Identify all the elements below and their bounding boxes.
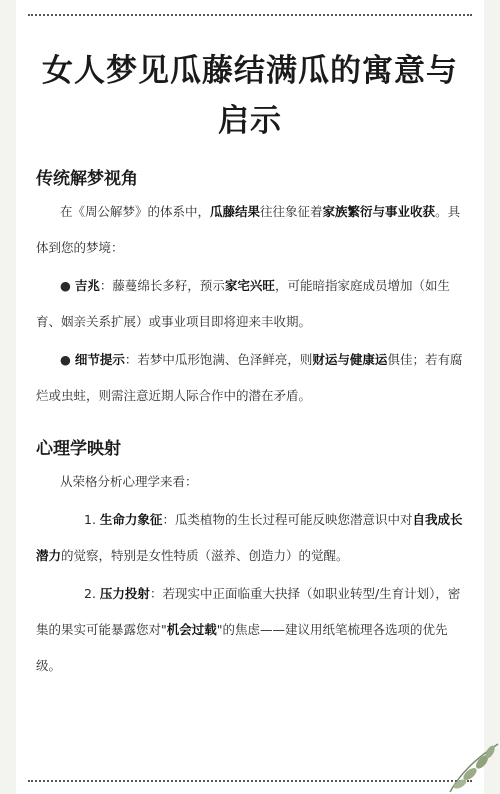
intro-text: 。具体到您的梦境： [36,204,461,255]
list-emphasis: 自我成长潜力 [36,512,463,563]
bullet-text: ，可能暗指家庭成员增加（如生育、姻亲关系扩展）或事业项目即将迎来丰收期。 [36,278,450,329]
intro-emphasis: 家族繁衍与事业收获 [322,204,436,219]
list-emphasis: 机会过载 [166,622,217,637]
list-item-vitality [36,502,466,574]
bullet-text: ：藤蔓绵长多籽，预示 [99,278,225,293]
psychology-intro: 从荣格分析心理学来看： [60,474,198,489]
bullet-dot: ● [60,278,75,293]
traditional-intro [36,194,466,266]
list-label: 压力投射 [99,586,150,601]
list-number: 2. [84,586,96,601]
bullet-auspicious [36,268,466,340]
list-item-pressure [36,576,466,684]
list-text: ：若现实中正面临重大抉择（如职业转型/生育计划），密集的果实可能暴露您对" [36,586,461,637]
bullet-label: 吉兆 [74,278,100,293]
page-title: 女人梦见瓜藤结满瓜的寓意与启示 [42,53,458,139]
section-heading-traditional: 传统解梦视角 [36,169,138,189]
top-dotted-border [28,14,472,16]
bullet-text: ：若梦中瓜形饱满、色泽鲜亮，则 [124,352,313,367]
bullet-label: 细节提示 [74,352,125,367]
list-text: 的觉察，特别是女性特质（滋养、创造力）的觉醒。 [61,548,349,563]
leaf-decoration-icon [430,724,500,794]
intro-text: 在《周公解梦》的体系中， [60,204,211,219]
list-number: 1. [84,512,96,527]
list-text: ：瓜类植物的生长过程可能反映您潜意识中对 [162,512,413,527]
bullet-dot: ● [60,352,75,367]
intro-text: 往往象征着 [260,204,323,219]
list-label: 生命力象征 [99,512,163,527]
list-text: "的焦虑——建议用纸笔梳理各选项的优先级。 [36,622,448,673]
bullet-emphasis: 财运与健康运 [312,352,388,367]
bullet-emphasis: 家宅兴旺 [224,278,275,293]
bullet-detail [36,342,466,414]
intro-emphasis: 瓜藤结果 [210,204,261,219]
section-heading-psychology: 心理学映射 [36,439,121,459]
bottom-dotted-border [28,780,472,782]
bullet-text: 俱佳；若有腐烂或虫蛀，则需注意近期人际合作中的潜在矛盾。 [36,352,463,403]
